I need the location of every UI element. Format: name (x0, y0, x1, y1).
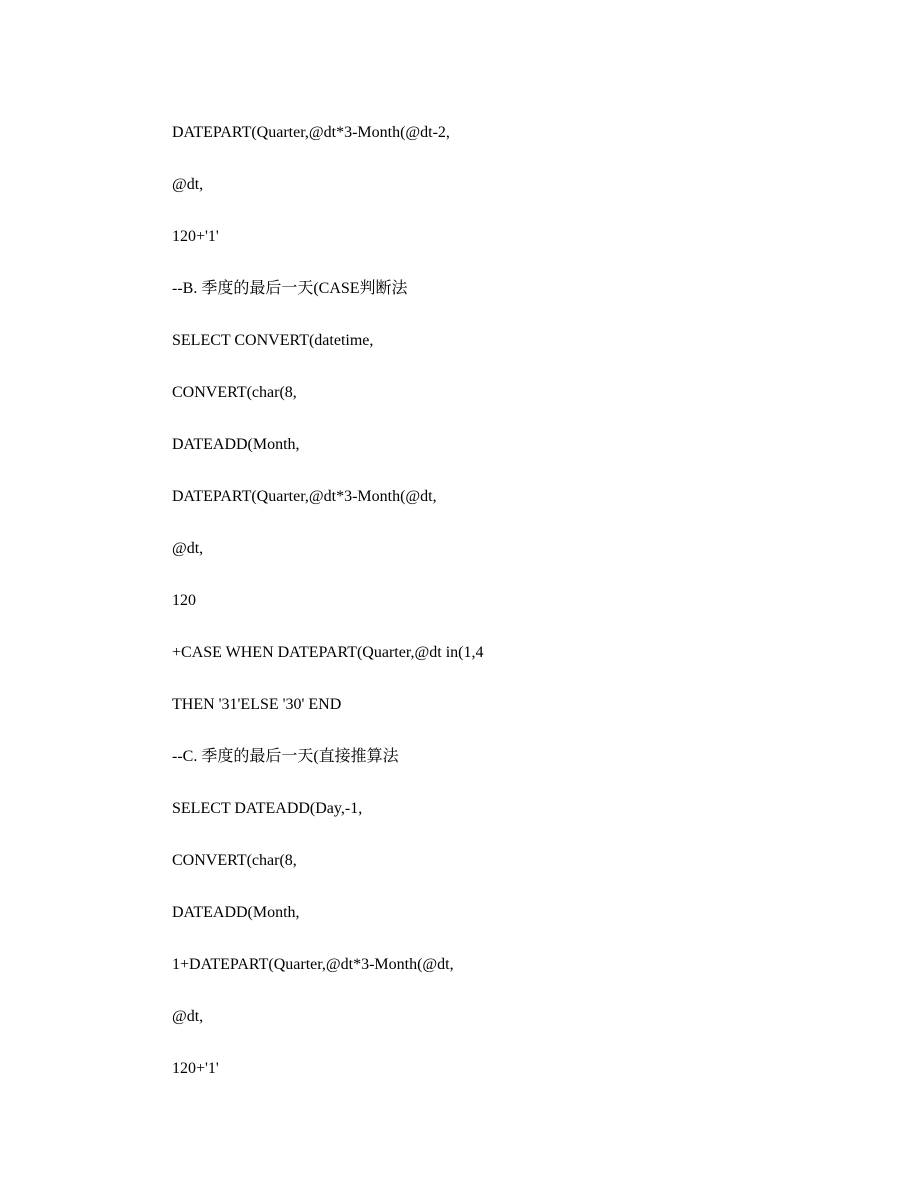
code-line-11: +CASE WHEN DATEPART(Quarter,@dt in(1,4 (172, 644, 484, 661)
code-line-7: DATEADD(Month, (172, 436, 300, 453)
code-line-17: 1+DATEPART(Quarter,@dt*3-Month(@dt, (172, 956, 454, 973)
code-line-2: @dt, (172, 176, 204, 193)
code-line-18: @dt, (172, 1008, 204, 1025)
comment-line-b: --B. 季度的最后一天(CASE判断法 (172, 280, 408, 297)
code-line-15: CONVERT(char(8, (172, 852, 297, 869)
code-line-16: DATEADD(Month, (172, 904, 300, 921)
code-line-10: 120 (172, 592, 196, 609)
code-line-6: CONVERT(char(8, (172, 384, 297, 401)
code-line-19: 120+'1' (172, 1060, 219, 1077)
code-line-8: DATEPART(Quarter,@dt*3-Month(@dt, (172, 488, 437, 505)
code-line-12: THEN '31'ELSE '30' END (172, 696, 342, 713)
code-line-1: DATEPART(Quarter,@dt*3-Month(@dt-2, (172, 124, 450, 141)
code-line-3: 120+'1' (172, 228, 219, 245)
code-line-9: @dt, (172, 540, 204, 557)
comment-line-c: --C. 季度的最后一天(直接推算法 (172, 748, 399, 765)
code-line-14: SELECT DATEADD(Day,-1, (172, 800, 363, 817)
code-line-5: SELECT CONVERT(datetime, (172, 332, 374, 349)
